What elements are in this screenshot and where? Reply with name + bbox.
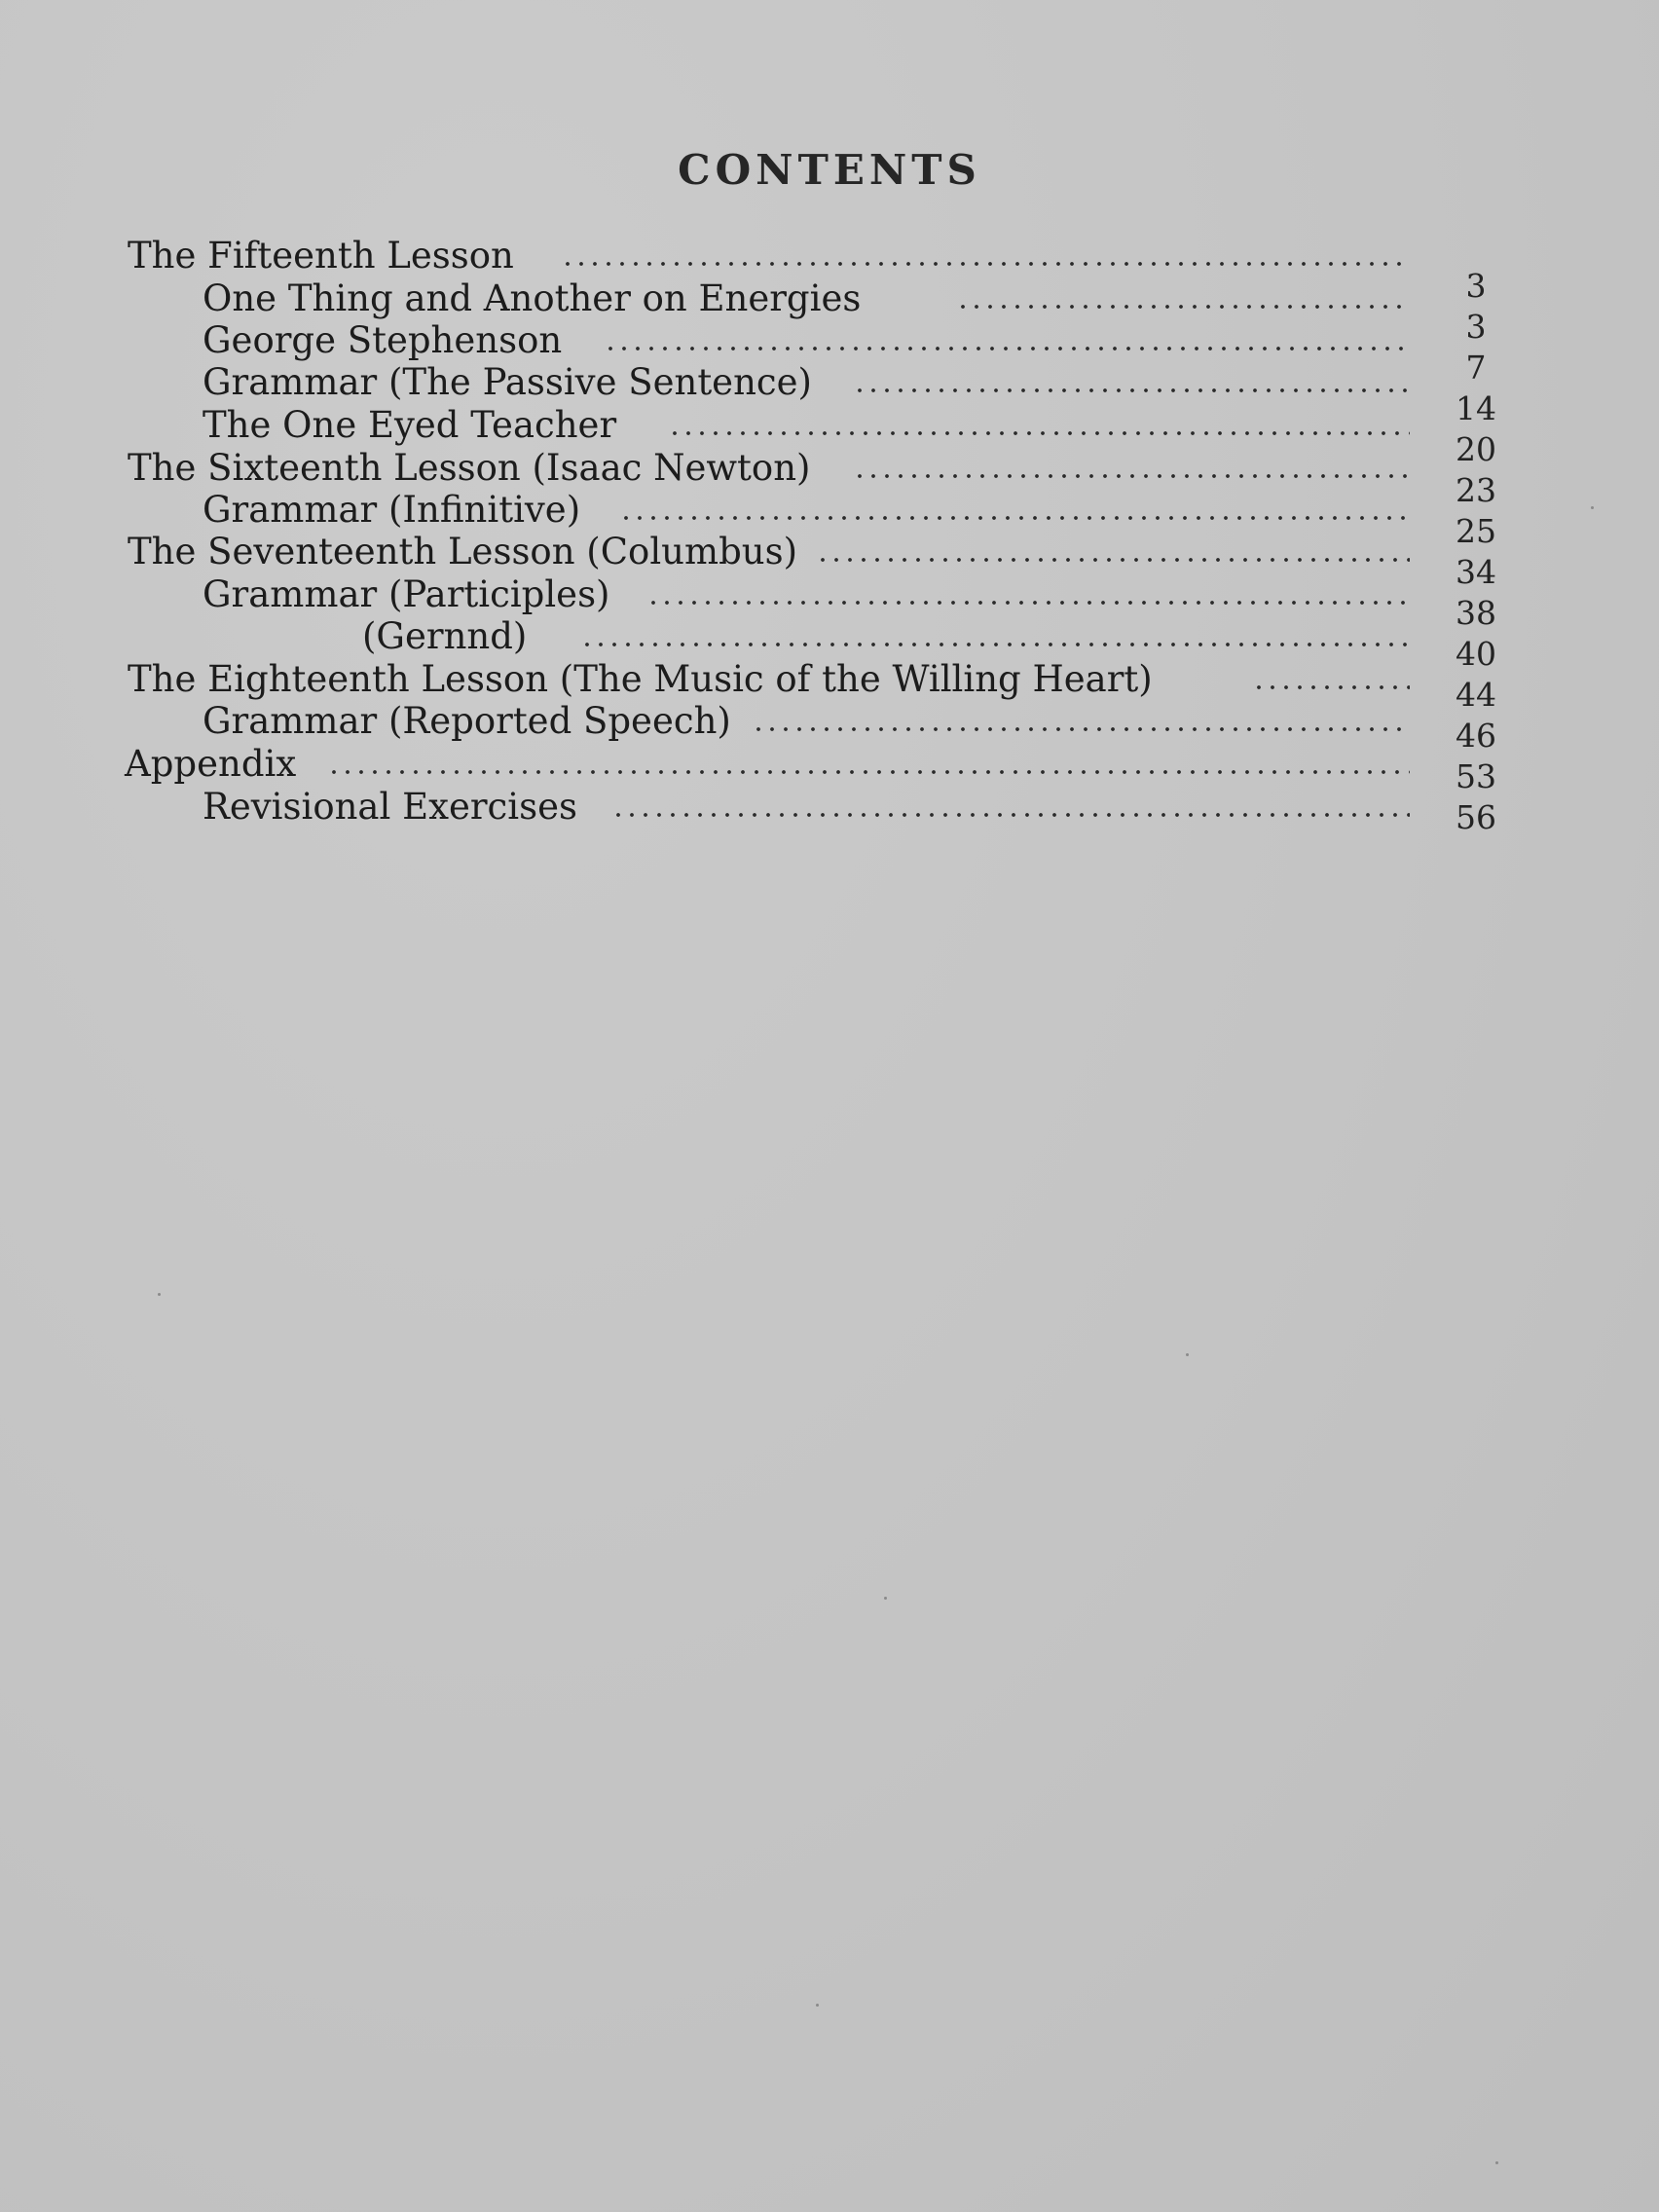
toc-entry bbox=[0, 488, 1421, 533]
toc-entry-title: Revisional Exercises bbox=[203, 786, 577, 828]
leader-dots bbox=[611, 812, 1410, 818]
leader-dots bbox=[853, 473, 1410, 479]
leader-dots bbox=[580, 642, 1410, 647]
toc-entry bbox=[0, 530, 1421, 574]
page-number: 7 bbox=[1465, 349, 1487, 387]
page-number: 38 bbox=[1456, 594, 1496, 632]
leader-dots bbox=[604, 346, 1410, 351]
toc-entry bbox=[0, 572, 1421, 617]
toc-entry bbox=[0, 234, 1421, 278]
paper-speck bbox=[1186, 1353, 1189, 1356]
toc-entry-title: Grammar (Infinitive) bbox=[203, 489, 581, 531]
toc-entry-title: George Stephenson bbox=[203, 319, 563, 361]
leader-dots bbox=[668, 430, 1410, 436]
toc-entry bbox=[0, 614, 1421, 659]
toc-entry-title: The Sixteenth Lesson (Isaac Newton) bbox=[128, 447, 811, 489]
leader-dots bbox=[327, 769, 1410, 775]
page-number: 3 bbox=[1465, 308, 1487, 346]
toc-entry-title: Grammar (Reported Speech) bbox=[203, 700, 731, 742]
toc-entry-title: Grammar (Participles) bbox=[203, 573, 610, 615]
toc-entry bbox=[0, 360, 1421, 405]
toc-entry-title: Grammar (The Passive Sentence) bbox=[203, 361, 812, 403]
toc-entry-title: Appendix bbox=[125, 743, 297, 785]
toc-entry-title: The Seventeenth Lesson (Columbus) bbox=[128, 531, 798, 572]
paper-speck bbox=[884, 1597, 887, 1600]
page-number: 53 bbox=[1456, 757, 1496, 795]
page-number: 34 bbox=[1456, 553, 1496, 591]
page-number: 14 bbox=[1456, 389, 1496, 427]
toc-entry bbox=[0, 403, 1421, 448]
toc-entry bbox=[0, 785, 1421, 830]
leader-dots bbox=[561, 261, 1410, 267]
page-number: 40 bbox=[1456, 635, 1496, 673]
toc-entry bbox=[0, 742, 1421, 787]
page-number: 20 bbox=[1456, 430, 1496, 468]
page-number: 46 bbox=[1456, 717, 1496, 755]
page-number: 56 bbox=[1456, 798, 1496, 836]
toc-entry bbox=[0, 318, 1421, 363]
paper-speck bbox=[1591, 506, 1594, 509]
page-number: 44 bbox=[1456, 676, 1496, 714]
page-number: 25 bbox=[1456, 512, 1496, 550]
leader-dots bbox=[816, 557, 1410, 563]
toc-entry bbox=[0, 276, 1421, 321]
toc-entry-title: The One Eyed Teacher bbox=[203, 404, 617, 446]
toc-entry bbox=[0, 446, 1421, 491]
contents-heading: CONTENTS bbox=[678, 146, 981, 194]
toc-entry-title: The Fifteenth Lesson bbox=[128, 235, 514, 276]
leader-dots bbox=[1252, 684, 1410, 690]
leader-dots bbox=[853, 387, 1410, 393]
page-number: 3 bbox=[1465, 267, 1487, 305]
toc-entry bbox=[0, 699, 1421, 744]
toc-entry-title: (Gernnd) bbox=[362, 615, 528, 657]
table-of-contents bbox=[0, 0, 1659, 876]
leader-dots bbox=[956, 304, 1410, 310]
leader-dots bbox=[646, 600, 1410, 606]
toc-entry-title: The Eighteenth Lesson (The Music of the Willing Heart) bbox=[128, 658, 1153, 700]
page-number: 23 bbox=[1456, 471, 1496, 509]
leader-dots bbox=[752, 726, 1410, 732]
leader-dots bbox=[619, 515, 1410, 521]
paper-speck bbox=[1495, 2161, 1498, 2164]
toc-entry-title: One Thing and Another on Energies bbox=[203, 277, 862, 319]
paper-speck bbox=[816, 2004, 819, 2007]
toc-entry bbox=[0, 657, 1421, 702]
paper-speck bbox=[158, 1293, 161, 1296]
